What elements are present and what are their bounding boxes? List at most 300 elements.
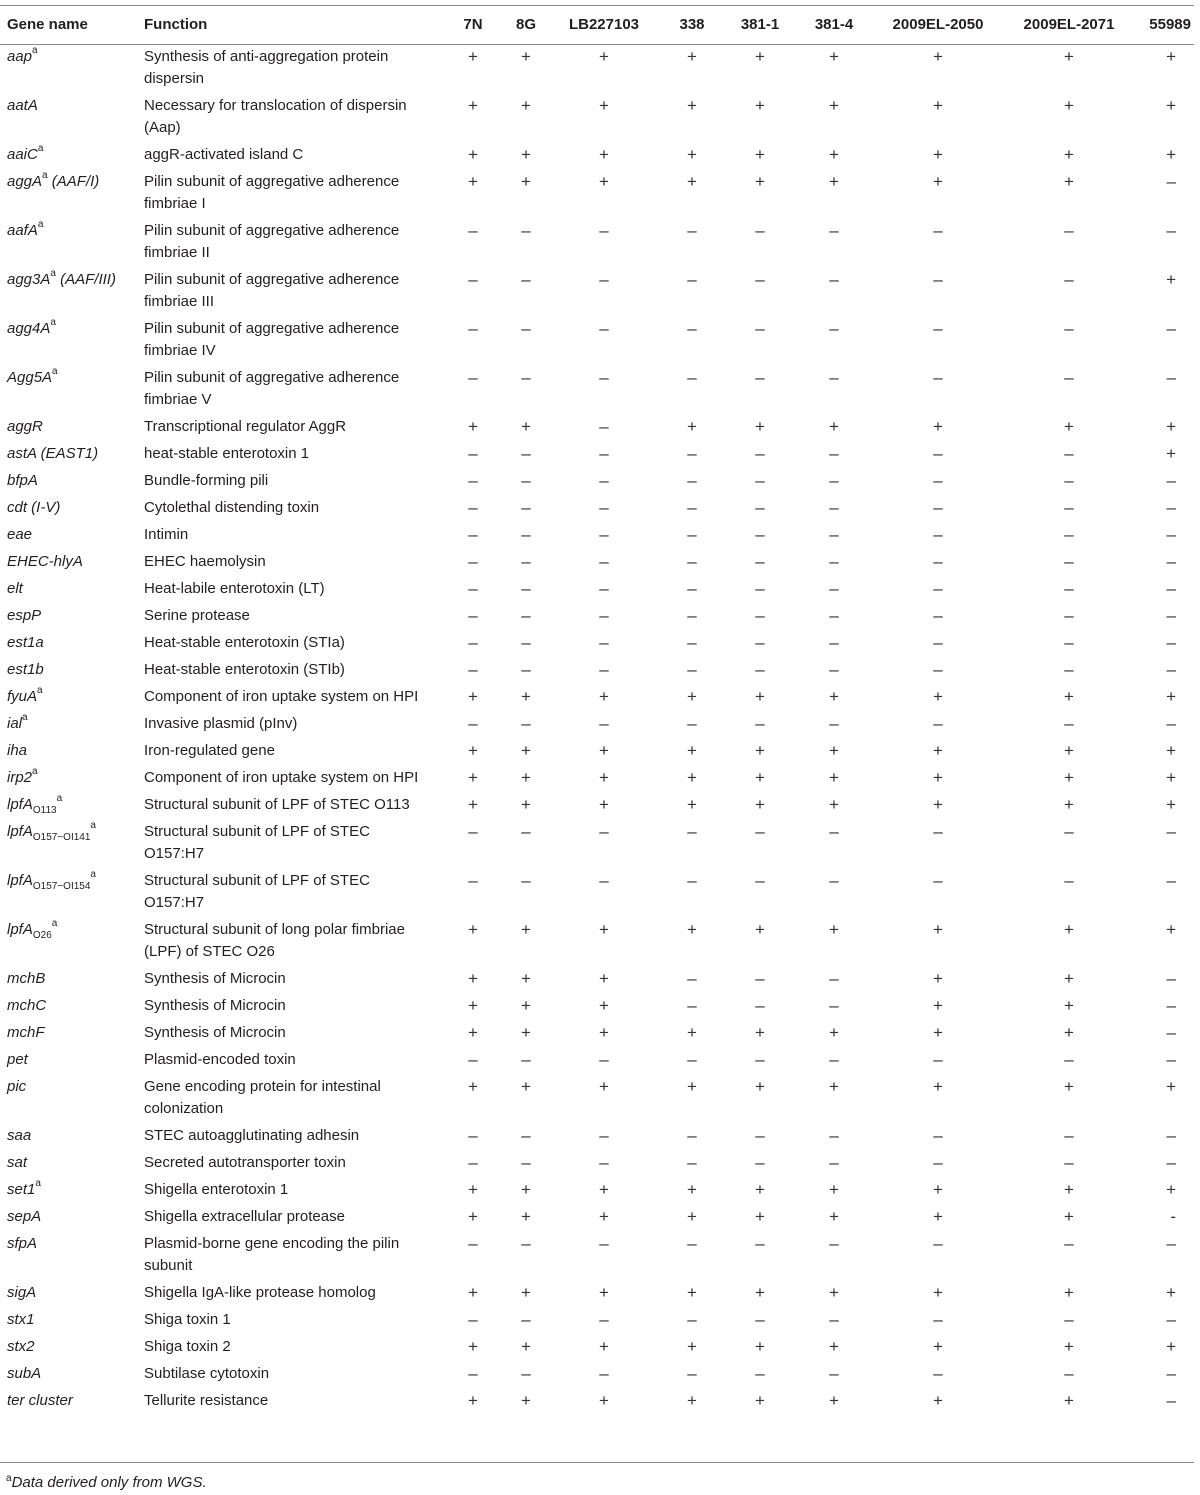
presence-cell: +	[933, 768, 943, 787]
presence-cell: –	[829, 822, 839, 841]
presence-cell: –	[1064, 221, 1074, 240]
function-cell: Heat-stable enterotoxin (STIa)	[144, 634, 345, 651]
presence-cell: +	[599, 1283, 609, 1302]
gene-name: aatA	[7, 97, 38, 114]
presence-cell: +	[468, 741, 478, 760]
gene-name: lpfA	[7, 796, 33, 813]
gene-name: stx2	[7, 1338, 35, 1355]
presence-cell: +	[829, 1337, 839, 1356]
footnote-marker: a	[50, 317, 56, 328]
gene-name: aggR	[7, 418, 43, 435]
presence-cell: –	[1166, 714, 1176, 733]
presence-cell: –	[829, 368, 839, 387]
presence-cell: –	[755, 1126, 765, 1145]
header-strain: 381-1	[740, 16, 780, 33]
function-cell: Component of iron uptake system on HPI	[144, 688, 419, 705]
presence-cell: +	[521, 47, 531, 66]
presence-cell: +	[1064, 996, 1074, 1015]
gene-name: bfpA	[7, 472, 38, 489]
presence-cell: –	[755, 606, 765, 625]
presence-cell: –	[1064, 368, 1074, 387]
function-cell: Serine protease	[144, 607, 250, 624]
table-row	[0, 792, 1194, 819]
presence-cell: –	[1166, 1310, 1176, 1329]
presence-cell: –	[1166, 552, 1176, 571]
presence-cell: +	[755, 172, 765, 191]
table-row	[0, 316, 1194, 365]
function-cell: Shigella extracellular protease	[144, 1208, 345, 1225]
presence-cell: –	[521, 633, 531, 652]
table-row	[0, 169, 1194, 218]
presence-cell: +	[829, 47, 839, 66]
presence-cell: –	[829, 1310, 839, 1329]
header-strain: 2009EL-2050	[892, 16, 984, 33]
gene-name-cell	[0, 1280, 144, 1307]
presence-cell: –	[468, 660, 478, 679]
presence-cell: +	[468, 687, 478, 706]
gene-name: saa	[7, 1127, 32, 1144]
presence-cell: +	[521, 741, 531, 760]
presence-cell: –	[468, 444, 478, 463]
presence-cell: –	[1166, 633, 1176, 652]
presence-cell: +	[755, 795, 765, 814]
footnote-mark: a	[6, 1473, 12, 1484]
presence-cell: +	[521, 172, 531, 191]
table-row	[0, 1280, 1194, 1307]
presence-cell: –	[933, 633, 943, 652]
presence-cell: –	[1166, 1234, 1176, 1253]
function-cell: Structural subunit of LPF of STEC O113	[144, 796, 410, 813]
presence-cell: –	[933, 368, 943, 387]
presence-cell: +	[933, 741, 943, 760]
footnote-marker: a	[51, 918, 58, 929]
table-row	[0, 711, 1194, 738]
presence-cell: +	[599, 47, 609, 66]
gene-name: agg3A	[7, 271, 51, 288]
presence-cell: –	[933, 1050, 943, 1069]
function-cell: Shiga toxin 2	[144, 1338, 231, 1355]
presence-cell: –	[687, 1310, 697, 1329]
presence-cell: –	[1166, 498, 1176, 517]
presence-cell: +	[933, 1337, 943, 1356]
table-row	[0, 1074, 1194, 1123]
presence-cell: +	[1166, 96, 1176, 115]
gene-name: pet	[7, 1051, 28, 1068]
presence-cell: –	[755, 969, 765, 988]
presence-cell: +	[521, 1337, 531, 1356]
presence-cell: –	[1064, 660, 1074, 679]
presence-cell: +	[468, 1180, 478, 1199]
presence-cell: –	[1166, 871, 1176, 890]
gene-name-cell	[0, 549, 144, 576]
presence-cell: –	[1064, 714, 1074, 733]
presence-cell: +	[1064, 768, 1074, 787]
footnote-marker: a	[52, 366, 58, 377]
presence-cell: +	[599, 96, 609, 115]
presence-cell: –	[1166, 1391, 1176, 1410]
presence-cell: +	[1064, 795, 1074, 814]
presence-cell: +	[755, 47, 765, 66]
table-row	[0, 267, 1194, 316]
table-row	[0, 414, 1194, 441]
function-cell: heat-stable enterotoxin 1	[144, 445, 310, 462]
footnote-marker: a	[90, 820, 96, 831]
gene-name-cell	[0, 522, 144, 549]
presence-cell: +	[1064, 1337, 1074, 1356]
gene-name-cell	[0, 993, 144, 1020]
presence-cell: –	[755, 1153, 765, 1172]
presence-cell: –	[521, 579, 531, 598]
presence-cell: –	[468, 1050, 478, 1069]
presence-cell: –	[468, 822, 478, 841]
presence-cell: +	[829, 1207, 839, 1226]
gene-name: elt	[7, 580, 23, 597]
presence-cell: +	[521, 920, 531, 939]
presence-cell: +	[829, 96, 839, 115]
gene-name-cell	[0, 1047, 144, 1074]
presence-cell: +	[1064, 1391, 1074, 1410]
footnote-marker: a	[37, 219, 44, 230]
table-row	[0, 1177, 1194, 1204]
function-cell: Heat-stable enterotoxin (STIb)	[144, 661, 345, 678]
presence-cell: +	[468, 1283, 478, 1302]
gene-name-cell	[0, 1123, 144, 1150]
gene-name: est1a	[7, 634, 44, 651]
presence-cell: +	[687, 920, 697, 939]
presence-cell: –	[687, 822, 697, 841]
presence-cell: –	[521, 606, 531, 625]
presence-cell: –	[1064, 471, 1074, 490]
gene-name: sepA	[7, 1208, 42, 1225]
presence-cell: +	[687, 1023, 697, 1042]
presence-cell: +	[1064, 1023, 1074, 1042]
presence-cell: –	[829, 871, 839, 890]
header-function: Function	[144, 16, 208, 33]
presence-cell: –	[521, 1050, 531, 1069]
presence-cell: –	[599, 1153, 609, 1172]
presence-cell: –	[599, 1126, 609, 1145]
presence-cell: +	[468, 47, 478, 66]
presence-cell: –	[1064, 498, 1074, 517]
gene-name: aggA	[7, 173, 43, 190]
presence-cell: –	[1064, 1126, 1074, 1145]
presence-cell: –	[687, 714, 697, 733]
presence-cell: +	[599, 969, 609, 988]
presence-cell: +	[1064, 1283, 1074, 1302]
presence-cell: +	[933, 172, 943, 191]
presence-cell: +	[755, 1180, 765, 1199]
presence-cell: –	[687, 996, 697, 1015]
gene-name: lpfA	[7, 823, 33, 840]
function-cell: Synthesis of Microcin	[144, 997, 286, 1014]
table-row	[0, 549, 1194, 576]
presence-cell: –	[829, 969, 839, 988]
table-row	[0, 1307, 1194, 1334]
gene-name-cell	[0, 630, 144, 657]
presence-cell: –	[599, 606, 609, 625]
function-cell: Shigella enterotoxin 1	[144, 1181, 289, 1198]
presence-cell: –	[687, 471, 697, 490]
gene-name: fyuA	[7, 688, 38, 705]
presence-cell: –	[1166, 221, 1176, 240]
presence-cell: +	[521, 1283, 531, 1302]
presence-cell: +	[829, 1077, 839, 1096]
footnote-marker: a	[37, 143, 44, 154]
presence-cell: –	[687, 660, 697, 679]
table-row	[0, 738, 1194, 765]
table-row	[0, 1047, 1194, 1074]
footnote	[6, 1468, 207, 1494]
presence-cell: +	[933, 145, 943, 164]
presence-cell: +	[687, 741, 697, 760]
gene-subscript: O113	[32, 805, 57, 816]
presence-cell: +	[829, 417, 839, 436]
header-strain: 2009EL-2071	[1023, 16, 1115, 33]
presence-cell: +	[829, 1180, 839, 1199]
presence-cell: –	[829, 606, 839, 625]
presence-cell: +	[755, 1077, 765, 1096]
presence-cell: +	[599, 920, 609, 939]
presence-cell: +	[755, 1391, 765, 1410]
table-row	[0, 365, 1194, 414]
presence-cell: –	[755, 498, 765, 517]
gene-name-cell	[0, 738, 144, 765]
presence-cell: –	[687, 498, 697, 517]
footnote-marker: a	[42, 170, 48, 181]
presence-cell: +	[1166, 1283, 1176, 1302]
presence-cell: +	[829, 687, 839, 706]
table-row	[0, 765, 1194, 792]
presence-cell: +	[1166, 687, 1176, 706]
presence-cell: +	[1166, 1180, 1176, 1199]
presence-cell: +	[468, 1207, 478, 1226]
footnote-marker: a	[56, 793, 63, 804]
function-cell: Shiga toxin 1	[144, 1311, 231, 1328]
gene-subscript: O26	[32, 930, 52, 941]
presence-cell: –	[1166, 969, 1176, 988]
function-cell: Synthesis of anti-aggregation protein dispersin	[144, 48, 389, 87]
table-row	[0, 44, 1194, 93]
presence-cell: –	[468, 1126, 478, 1145]
presence-cell: +	[468, 795, 478, 814]
presence-cell: +	[687, 1180, 697, 1199]
presence-cell: –	[599, 525, 609, 544]
function-cell: Structural subunit of LPF of STEC O157:H7	[144, 823, 370, 862]
presence-cell: –	[521, 1153, 531, 1172]
function-cell: Pilin subunit of aggregative adherence fimbriae I	[144, 173, 400, 212]
presence-cell: –	[687, 221, 697, 240]
header-strain: LB227103	[568, 16, 640, 33]
function-cell: Structural subunit of LPF of STEC O157:H7	[144, 872, 370, 911]
presence-cell: +	[599, 1207, 609, 1226]
presence-cell: +	[755, 96, 765, 115]
presence-cell: –	[599, 1364, 609, 1383]
gene-name-cell	[0, 142, 144, 169]
presence-cell: +	[521, 768, 531, 787]
presence-cell: +	[755, 145, 765, 164]
presence-cell: +	[933, 1180, 943, 1199]
presence-cell: –	[468, 270, 478, 289]
presence-cell: +	[755, 1283, 765, 1302]
presence-cell: +	[687, 1337, 697, 1356]
presence-cell: +	[521, 687, 531, 706]
presence-cell: –	[468, 471, 478, 490]
presence-cell: –	[687, 1364, 697, 1383]
presence-cell: –	[687, 871, 697, 890]
presence-cell: –	[1166, 471, 1176, 490]
presence-cell: +	[755, 417, 765, 436]
presence-cell: –	[599, 714, 609, 733]
function-cell: EHEC haemolysin	[144, 553, 266, 570]
presence-cell: –	[521, 270, 531, 289]
table-row	[0, 1204, 1194, 1231]
presence-cell: –	[829, 1364, 839, 1383]
presence-cell: +	[521, 795, 531, 814]
presence-cell: +	[468, 1337, 478, 1356]
function-cell: Tellurite resistance	[144, 1392, 269, 1409]
presence-cell: –	[468, 525, 478, 544]
gene-name: aaiC	[7, 146, 38, 163]
gene-name-cell	[0, 917, 144, 966]
header-gene-name: Gene name	[7, 16, 88, 33]
presence-cell: –	[599, 319, 609, 338]
gene-presence-table	[0, 6, 1194, 1415]
presence-cell: –	[599, 660, 609, 679]
presence-cell: –	[933, 871, 943, 890]
presence-cell: +	[687, 172, 697, 191]
presence-cell: –	[521, 871, 531, 890]
presence-cell: –	[1064, 1310, 1074, 1329]
presence-cell: +	[755, 1337, 765, 1356]
presence-cell: +	[468, 768, 478, 787]
presence-cell: +	[829, 145, 839, 164]
presence-cell: –	[599, 633, 609, 652]
presence-cell: +	[687, 768, 697, 787]
gene-name: irp2	[7, 769, 33, 786]
presence-cell: –	[755, 996, 765, 1015]
presence-cell: +	[1064, 417, 1074, 436]
function-cell: Iron-regulated gene	[144, 742, 275, 759]
presence-cell: +	[1064, 1077, 1074, 1096]
gene-subscript: O157−OI141	[32, 832, 91, 843]
presence-cell: +	[829, 1283, 839, 1302]
function-cell: Cytolethal distending toxin	[144, 499, 320, 516]
presence-cell: –	[521, 822, 531, 841]
presence-cell: +	[933, 417, 943, 436]
gene-name-cell	[0, 684, 144, 711]
presence-cell: –	[933, 606, 943, 625]
function-cell: Shigella IgA-like protease homolog	[144, 1284, 376, 1301]
gene-name-cell	[0, 1388, 144, 1415]
presence-cell: –	[599, 471, 609, 490]
presence-cell: +	[599, 1180, 609, 1199]
presence-cell: –	[468, 714, 478, 733]
gene-name-cell	[0, 819, 144, 868]
table-row	[0, 441, 1194, 468]
presence-cell: –	[1064, 1153, 1074, 1172]
presence-cell: +	[521, 996, 531, 1015]
presence-cell: –	[599, 270, 609, 289]
presence-cell: –	[933, 471, 943, 490]
presence-cell: –	[933, 221, 943, 240]
gene-name-cell	[0, 218, 144, 267]
presence-cell: +	[521, 1207, 531, 1226]
table-row	[0, 993, 1194, 1020]
presence-cell: +	[829, 1391, 839, 1410]
presence-cell: +	[1064, 172, 1074, 191]
gene-name: stx1	[7, 1311, 35, 1328]
presence-cell: –	[1064, 319, 1074, 338]
presence-cell: +	[1064, 96, 1074, 115]
presence-cell: –	[521, 1364, 531, 1383]
presence-cell: –	[829, 270, 839, 289]
footnote-marker: a	[50, 268, 56, 279]
presence-cell: +	[1166, 741, 1176, 760]
presence-cell: +	[1166, 417, 1176, 436]
presence-cell: –	[755, 471, 765, 490]
presence-cell: –	[521, 552, 531, 571]
presence-cell: –	[1166, 822, 1176, 841]
presence-cell: –	[933, 579, 943, 598]
gene-name-cell	[0, 765, 144, 792]
gene-name: iha	[7, 742, 28, 759]
presence-cell: –	[1166, 172, 1176, 191]
gene-name-cell	[0, 1020, 144, 1047]
function-cell: Transcriptional regulator AggR	[144, 418, 347, 435]
table-row	[0, 1388, 1194, 1415]
presence-cell: –	[468, 633, 478, 652]
presence-cell: –	[687, 525, 697, 544]
table-row	[0, 1020, 1194, 1047]
presence-cell: +	[1166, 920, 1176, 939]
gene-name: mchB	[7, 970, 46, 987]
table-row	[0, 966, 1194, 993]
function-cell: Invasive plasmid (pInv)	[144, 715, 298, 732]
presence-cell: +	[468, 96, 478, 115]
presence-cell: +	[687, 1077, 697, 1096]
presence-cell: +	[599, 741, 609, 760]
function-cell: Intimin	[144, 526, 189, 543]
gene-name: sfpA	[7, 1235, 38, 1252]
header-strain: 55989	[1149, 16, 1191, 33]
presence-cell: +	[933, 920, 943, 939]
presence-cell: +	[521, 96, 531, 115]
presence-cell: +	[755, 741, 765, 760]
presence-cell: –	[599, 1310, 609, 1329]
presence-cell: –	[829, 1234, 839, 1253]
function-cell: Pilin subunit of aggregative adherence fimbriae V	[144, 369, 400, 408]
table-row	[0, 142, 1194, 169]
presence-cell: +	[1064, 920, 1074, 939]
presence-cell: –	[755, 579, 765, 598]
presence-cell: –	[599, 498, 609, 517]
header-strain: 7N	[463, 16, 483, 33]
presence-cell: –	[687, 606, 697, 625]
header-strain: 338	[679, 16, 705, 33]
presence-cell: –	[755, 368, 765, 387]
presence-cell: –	[687, 552, 697, 571]
presence-cell: +	[521, 1180, 531, 1199]
presence-cell: –	[933, 552, 943, 571]
function-cell: Bundle-forming pili	[144, 472, 269, 489]
gene-name-cell	[0, 1204, 144, 1231]
gene-name: eae	[7, 526, 33, 543]
presence-cell: –	[599, 1050, 609, 1069]
presence-cell: +	[829, 768, 839, 787]
presence-cell: –	[755, 660, 765, 679]
presence-cell: +	[1064, 969, 1074, 988]
presence-cell: +	[933, 795, 943, 814]
